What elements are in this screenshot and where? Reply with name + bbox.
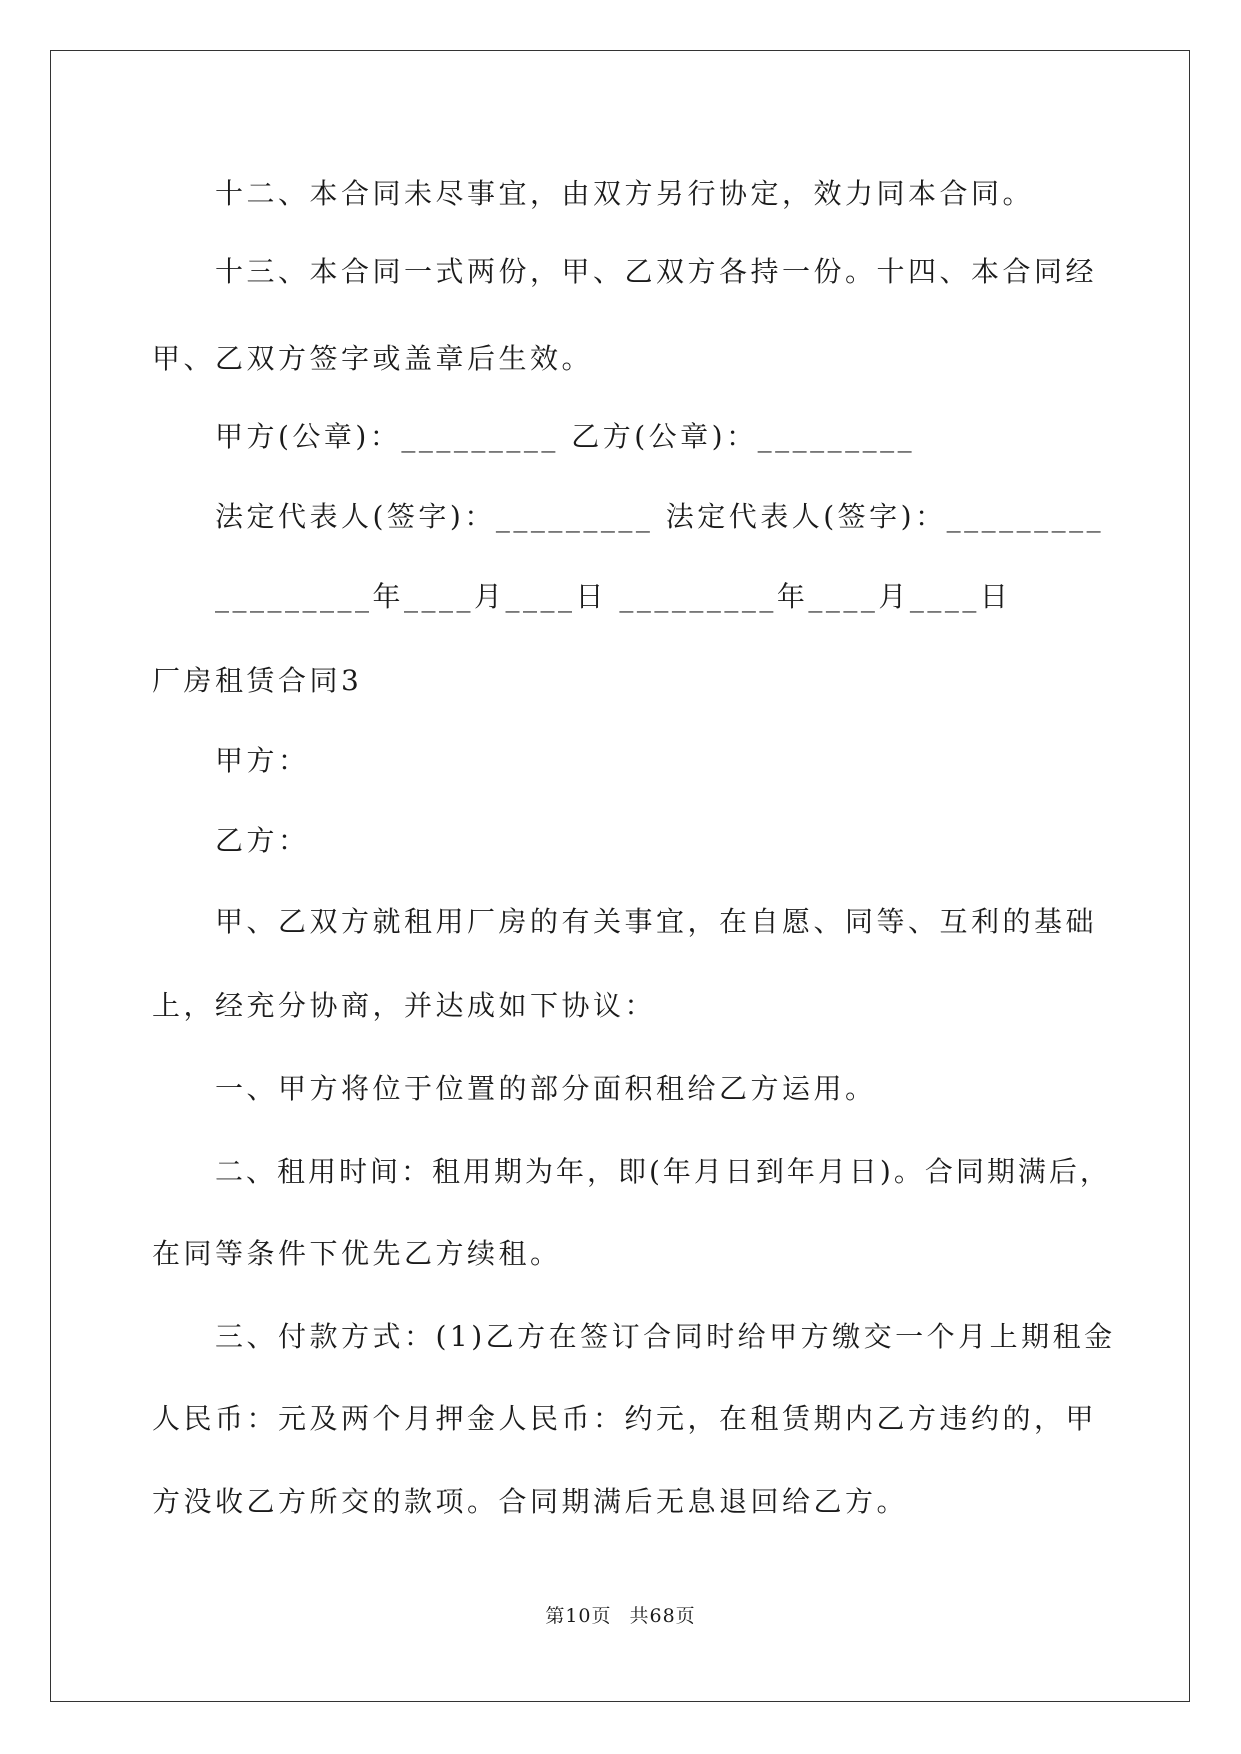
legal-representative-line: 法定代表人(签字)：_________ 法定代表人(签字)：_________ <box>215 500 1105 533</box>
seal-signature-line: 甲方(公章)：_________ 乙方(公章)：_________ <box>215 420 916 453</box>
clause-3-line-2: 人民币：元及两个月押金人民币：约元，在租赁期内乙方违约的，甲 <box>152 1402 1098 1435</box>
clause-12: 十二、本合同未尽事宜，由双方另行协定，效力同本合同。 <box>215 177 1035 210</box>
party-b-label: 乙方： <box>215 824 310 857</box>
total-pages: 共68页 <box>629 1605 696 1627</box>
clause-2-line-1: 二、租用时间：租用期为年，即(年月日到年月日)。合同期满后， <box>215 1155 1111 1188</box>
preamble-line-2: 上，经充分协商，并达成如下协议： <box>152 989 657 1022</box>
page-number: 第10页 <box>545 1605 612 1627</box>
section-title: 厂房租赁合同3 <box>152 664 363 697</box>
page-footer <box>0 1604 1241 1628</box>
date-line: _________年____月____日 _________年____月____日 <box>215 580 1012 613</box>
clause-2-line-2: 在同等条件下优先乙方续租。 <box>152 1237 562 1270</box>
preamble-line-1: 甲、乙双方就租用厂房的有关事宜，在自愿、同等、互利的基础 <box>215 905 1098 938</box>
clause-3-line-3: 方没收乙方所交的款项。合同期满后无息退回给乙方。 <box>152 1485 909 1518</box>
page-border <box>50 50 1190 1702</box>
clause-3-line-1: 三、付款方式：(1)乙方在签订合同时给甲方缴交一个月上期租金 <box>215 1320 1116 1353</box>
party-a-label: 甲方： <box>215 744 310 777</box>
clause-13-line-1: 十三、本合同一式两份，甲、乙双方各持一份。十四、本合同经 <box>215 255 1098 288</box>
clause-13-line-2: 甲、乙双方签字或盖章后生效。 <box>152 342 594 375</box>
clause-1: 一、甲方将位于位置的部分面积租给乙方运用。 <box>215 1072 877 1105</box>
